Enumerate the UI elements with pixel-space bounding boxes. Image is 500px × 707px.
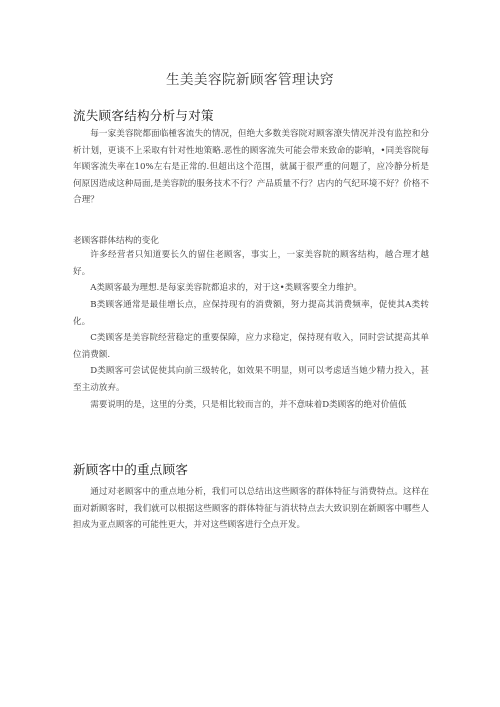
subheading-customer-structure: 老顾客群体结构的变化: [73, 236, 159, 246]
paragraph-note: 需要说明的是，这里的分类，只是相比较而言的，并不意味着D类顾客的绝对价值低: [90, 400, 407, 410]
section-heading-key-customers: 新顾客中的重点顾客: [73, 462, 189, 477]
paragraph-class-a: A类顾客最为理想.是每家美容院都追求的，对于这•类顾客要全力维护。: [90, 283, 363, 293]
paragraph-class-c: C类顾客是美容院经营稳定的重要保障，应力求稳定，保持现有收入，同时尝试提高其单位消费额.: [73, 333, 429, 360]
section-heading-customer-loss: 流失顾客结构分析与对策: [73, 108, 214, 123]
paragraph-structure: 许多经营者只知道要长久的留住老顾客，事实上，一家美容院的顾客结构，越合理才越好。: [73, 250, 429, 277]
paragraph-intro: 每一家美容院都面临㮔客流失的情况，但绝大多数美容院对顾客潦失情况并没有监控和分析计划，更谈不上采取有针对性地策略.恶性的顾客流失可能会带来致命的影响，•同美容院每年顾客流失率在10%左右是正常的.但超出这个范围，就属于很严重的问题了，应冷静分析是何原因造成这种局面,是美容院的服务技术不行？产品质量不行？店内的气纪环境不好？价格不合理？: [73, 129, 429, 206]
paragraph-key-customers: 通过对老顾客中的重点地分析，我们可以总结出这些顾客的群体特征与消费特点。这样在面对新顾客时，我们就可以根据这些顾客的群体特征与消状特点去大致识别在新顾客中哪些人担成为亚点顾客的可能性更大，并对这些顾客进行仝点开发。: [73, 487, 429, 531]
document-title: 生美美容院新顾客管理诀窍: [166, 72, 334, 88]
paragraph-class-b: B类顾客通常是最佳增长点，应保持现有的消费额，努力提高其消费频率，促使其A类转化。: [73, 300, 429, 327]
paragraph-class-d: D类顾客可尝试促使其向前三级转化，如效果不明显，则可以考虑适当她少精力投入，甚至主动放弃。: [73, 366, 429, 393]
